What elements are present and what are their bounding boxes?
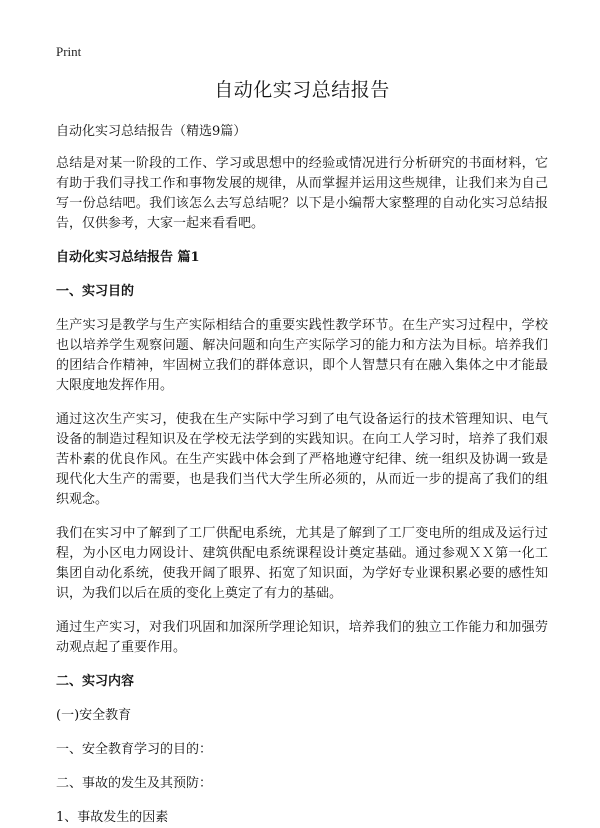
- print-link[interactable]: Print: [56, 44, 82, 59]
- paragraph-4: 通过生产实习，对我们巩固和加深所学理论知识，培养我们的独立工作能力和加强劳动观点起了重要作用。: [56, 620, 548, 655]
- section-title: 自动化实习总结报告 篇1: [56, 250, 200, 265]
- list-line-safety-purpose: 一、安全教育学习的目的：: [56, 742, 213, 757]
- heading-purpose: 一、实习目的: [56, 284, 135, 299]
- document-subtitle: 自动化实习总结报告（精选9篇）: [56, 124, 247, 139]
- document-title: 自动化实习总结报告: [214, 79, 390, 101]
- list-line-safety-education: (一)安全教育: [56, 708, 132, 723]
- paragraph-1: 生产实习是教学与生产实际相结合的重要实践性教学环节。在生产实习过程中，学校也以培养学生观察问题、解决问题和向生产实际学习的能力和方法为目标。培养我们的团结合作精神，牢固树立我们的群体意识，即个人智慧只有在融入集体之中才能最大限度地发挥作用。: [56, 318, 548, 393]
- list-line-accident-prevention: 二、事故的发生及其预防：: [56, 776, 213, 791]
- intro-paragraph: 总结是对某一阶段的工作、学习或思想中的经验或情况进行分析研究的书面材料，它有助于我们寻找工作和事物发展的规律，从而掌握并运用这些规律，让我们来为自己写一份总结吧。我们该怎么去写总结呢？以下是小编帮大家整理的自动化实习总结报告，仅供参考，大家一起来看看吧。: [56, 156, 548, 231]
- list-line-accident-factors: 1、事故发生的因素: [56, 810, 169, 825]
- paragraph-3: 我们在实习中了解到了工厂供配电系统，尤其是了解到了工厂变电所的组成及运行过程，为小区电力网设计、建筑供配电系统课程设计奠定基础。通过参观ＸＸ第一化工集团自动化系统，使我开阔了眼界、拓宽了知识面，为学好专业课积累必要的感性知识，为我们以后在质的变化上奠定了有力的基础。: [56, 526, 548, 601]
- heading-content: 二、实习内容: [56, 674, 135, 689]
- paragraph-2: 通过这次生产实习，使我在生产实际中学习到了电气设备运行的技术管理知识、电气设备的制造过程知识及在学校无法学到的实践知识。在向工人学习时，培养了我们艰苦朴素的优良作风。在生产实践中体会到了严格地遵守纪律、统一组织及协调一致是现代化大生产的需要，也是我们当代大学生所必须的，从而近一步的提高了我们的组织观念。: [56, 412, 548, 507]
